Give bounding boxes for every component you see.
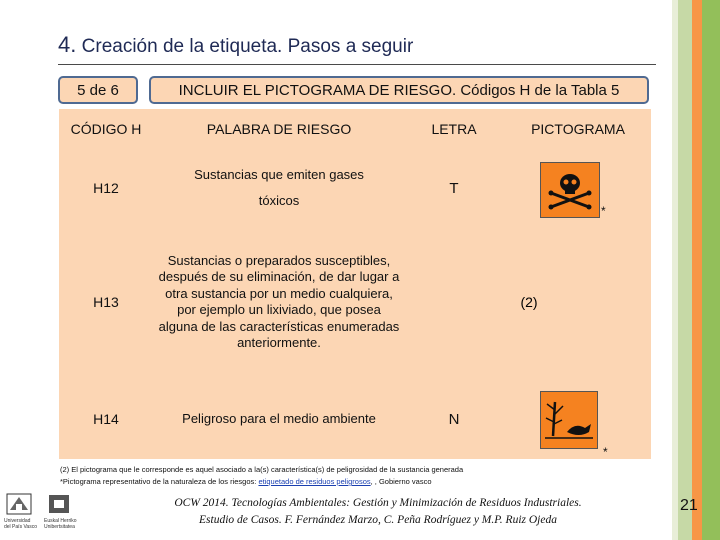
row-code: H14 bbox=[93, 411, 119, 427]
footnote-text: *Pictograma representativo de la naturaleza de los riesgos: bbox=[60, 477, 259, 486]
page-number: 21 bbox=[680, 497, 698, 514]
skull-crossbones-icon bbox=[540, 162, 600, 218]
row-pictogram-cell bbox=[503, 149, 653, 227]
row-letter: N bbox=[448, 410, 460, 428]
logo-line: Euskal Herriko bbox=[44, 518, 77, 524]
row-risk: Peligroso para el medio ambiente bbox=[182, 410, 376, 426]
footnote-link[interactable]: etiquetado de residuos peligrosos bbox=[258, 477, 371, 486]
row-risk-line: tóxicos bbox=[258, 192, 300, 208]
pictogram-asterisk: * bbox=[601, 204, 606, 218]
table-row bbox=[59, 149, 653, 227]
table-row bbox=[59, 227, 653, 377]
header-risk: PALABRA DE RIESGO bbox=[206, 121, 352, 137]
decor-stripe bbox=[678, 0, 692, 540]
footnote-2: (2) El pictograma que le corresponde es aquel asociado a la(s) característica(s) de peligrosidad de la sustancia generada bbox=[60, 465, 464, 474]
environment-hazard-icon bbox=[540, 391, 598, 449]
row-risk: Sustancias o preparados susceptibles, después de su eliminación, de dar lugar a otra sustancia por un medio cualquiera, por ejemplo un lixiviado, que posea alguna de las características enumeradas anteriormente. bbox=[158, 252, 400, 350]
table-header-row bbox=[59, 109, 653, 149]
hazard-table bbox=[58, 108, 652, 460]
header-letter: LETRA bbox=[431, 121, 477, 137]
title-text: Creación de la etiqueta. Pasos a seguir bbox=[81, 36, 414, 57]
decor-stripe bbox=[702, 0, 720, 540]
title-number: 4. bbox=[58, 32, 77, 57]
university-logo bbox=[4, 492, 84, 530]
header-code: CÓDIGO H bbox=[70, 121, 142, 137]
footnote-asterisk bbox=[60, 477, 432, 486]
step-instruction-box: INCLUIR EL PICTOGRAMA DE RIESGO. Códigos H de la Tabla 5 bbox=[149, 76, 649, 104]
row-letter: T bbox=[449, 179, 459, 197]
table-row bbox=[59, 377, 653, 461]
row-code: H12 bbox=[93, 180, 119, 196]
row-code: H13 bbox=[93, 294, 119, 310]
row-letter-pictogram: (2) bbox=[520, 294, 538, 310]
pictogram-asterisk: * bbox=[603, 445, 608, 459]
title-divider bbox=[58, 64, 656, 65]
decor-stripe bbox=[692, 0, 702, 540]
credit-line: Estudio de Casos. F. Fernández Marzo, C. Peña Rodríguez y M.P. Ruiz Ojeda bbox=[199, 514, 557, 526]
logo-text bbox=[4, 518, 37, 530]
row-risk bbox=[153, 149, 405, 227]
logo-text bbox=[44, 518, 77, 530]
footnote-text: , , Gobierno vasco bbox=[370, 477, 432, 486]
row-risk-line: Sustancias que emiten gases bbox=[194, 167, 364, 182]
course-credit bbox=[130, 495, 626, 529]
step-count-box: 5 de 6 bbox=[58, 76, 138, 104]
slide-title bbox=[58, 32, 413, 58]
logo-line: Universidad bbox=[4, 518, 31, 524]
logo-line: del País Vasco bbox=[4, 524, 37, 530]
row-pictogram-cell bbox=[503, 377, 653, 461]
logo-line: Unibertsitatea bbox=[44, 524, 75, 530]
credit-line: OCW 2014. Tecnologías Ambientales: Gestión y Minimización de Residuos Industriales. bbox=[174, 497, 582, 509]
header-pictogram: PICTOGRAMA bbox=[531, 121, 625, 137]
